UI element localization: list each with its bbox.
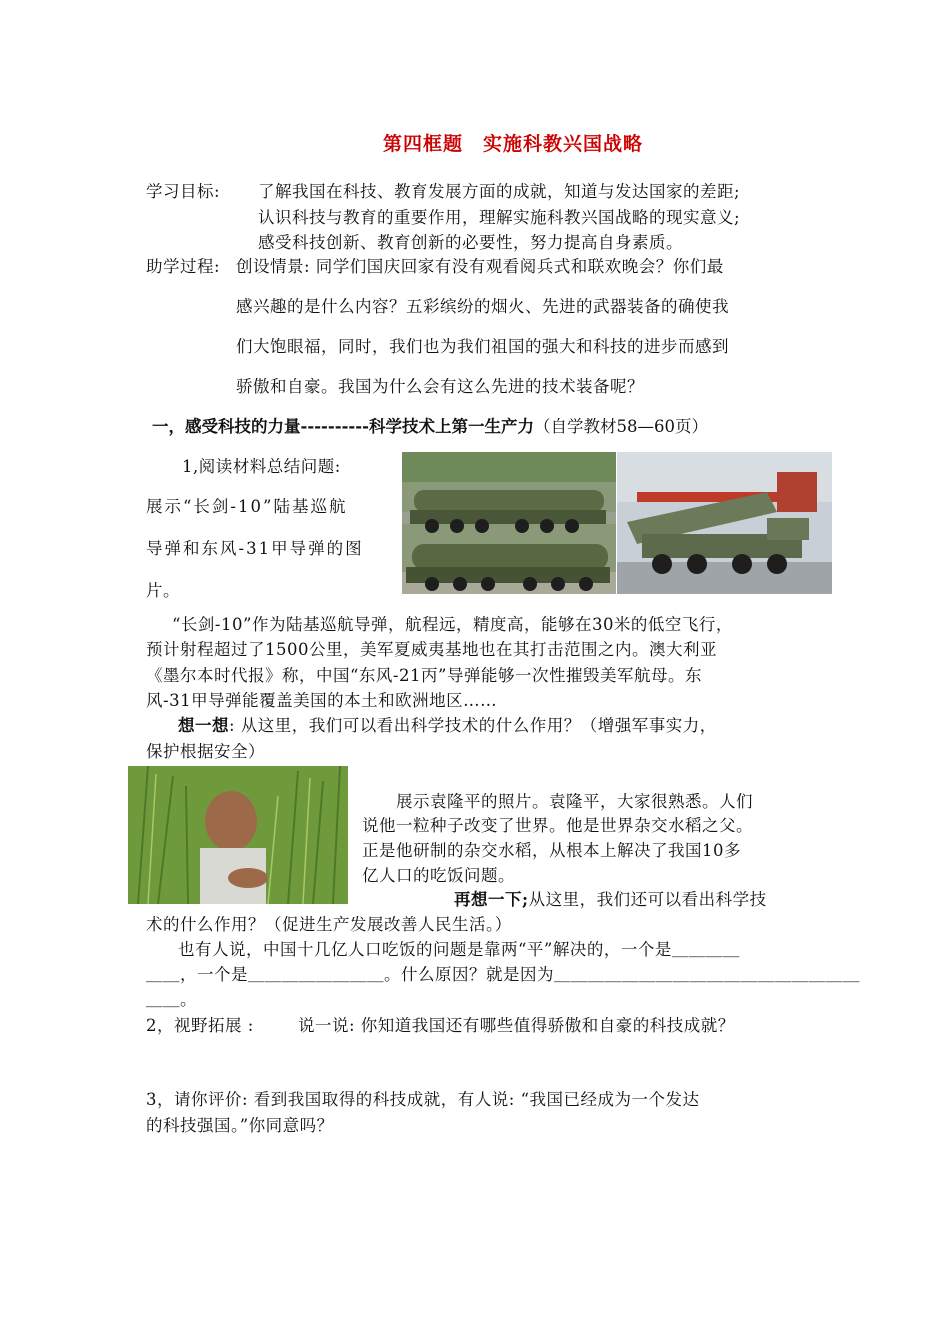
fill-line: ＿＿。	[146, 990, 197, 1009]
process-line: 感兴趣的是什么内容？五彩缤纷的烟火、先进的武器装备的确使我	[236, 297, 729, 316]
paragraph-line: 预计射程超过了1500公里，美军夏威夷基地也在其打击范围之内。澳大利亚	[146, 640, 717, 659]
section-note: （自学教材58—60页）	[533, 417, 708, 436]
paragraph-line: 《墨尔本时代报》称，中国“东风-21丙”导弹能够一次性摧毁美军航母。东	[146, 666, 702, 685]
yuan-longping-rice-field-photo	[128, 766, 348, 904]
fill-line: 也有人说，中国十几亿人口吃饭的问题是靠两“平”解决的，一个是＿＿＿＿	[178, 940, 740, 959]
objective-line: 了解我国在科技、教育发展方面的成就，知道与发达国家的差距;	[258, 182, 741, 201]
q3-line: 3，请你评价: 看到我国取得的科技成就，有人说: “我国已经成为一个发达	[146, 1090, 700, 1109]
missile-launcher-photo	[402, 452, 616, 594]
yuan-line: 正是他研制的杂交水稻，从根本上解决了我国10多	[362, 841, 741, 860]
yuan-line: 亿人口的吃饭问题。	[362, 866, 515, 885]
process-label: 助学过程:	[146, 257, 221, 276]
paragraph-line: “长剑-10”作为陆基巡航导弹，航程远，精度高，能够在30米的低空飞行，	[172, 615, 733, 634]
section-heading	[152, 413, 708, 437]
think-text: : 从这里，我们可以看出科学技术的什么作用？（增强军事实力，	[229, 716, 717, 735]
paragraph-line: 风-31甲导弹能覆盖美国的本土和欧洲地区……	[146, 691, 498, 710]
q2-text: 说一说: 你知道我国还有哪些值得骄傲和自豪的科技成就？	[298, 1016, 735, 1035]
think-question	[178, 712, 717, 736]
read-line: 1,阅读材料总结问题:	[182, 457, 341, 476]
q3-line: 的科技强国。”你同意吗？	[146, 1116, 334, 1135]
read-line: 展示“长剑-10”陆基巡航	[146, 497, 348, 516]
think-answer: 保护根据安全）	[146, 742, 265, 761]
page-title: 第四框题 实施科教兴国战略	[383, 133, 644, 155]
think2-answer: 术的什么作用？（促进生产发展改善人民生活。）	[146, 915, 512, 934]
yuan-line: 说他一粒种子改变了世界。他是世界杂交水稻之父。	[362, 816, 753, 835]
process-line: 们大饱眼福，同时，我们也为我们祖国的强大和科技的进步而感到	[236, 337, 729, 356]
q2-label: 2，视野拓展 :	[146, 1016, 254, 1035]
read-line: 片。	[146, 581, 180, 600]
process-line: 创设情景: 同学们国庆回家有没有观看阅兵式和联欢晚会？你们最	[236, 257, 724, 276]
think2-label: 再想一下;	[454, 890, 529, 909]
objective-line: 认识科技与教育的重要作用，理解实施科教兴国战略的现实意义;	[258, 208, 741, 227]
fill-line: ＿＿，一个是＿＿＿＿＿＿＿＿。什么原因？就是因为＿＿＿＿＿＿＿＿＿＿＿＿＿＿＿＿＿＿	[146, 965, 860, 984]
process-line: 骄傲和自豪。我国为什么会有这么先进的技术装备呢？	[236, 377, 644, 396]
think-label: 想一想	[178, 716, 229, 735]
objectives-label: 学习目标:	[146, 182, 221, 201]
yuan-line: 展示袁隆平的照片。袁隆平，大家很熟悉。人们	[396, 792, 753, 811]
think2-question	[454, 886, 767, 910]
read-line: 导弹和东风-31甲导弹的图	[146, 539, 364, 558]
objective-line: 感受科技创新、教育创新的必要性，努力提高自身素质。	[258, 233, 683, 252]
rocket-launcher-parade-photo	[617, 452, 832, 594]
section-heading-text: 一，感受科技的力量----------科学技术上第一生产力	[152, 417, 534, 436]
think2-text: 从这里，我们还可以看出科学技	[528, 890, 767, 909]
